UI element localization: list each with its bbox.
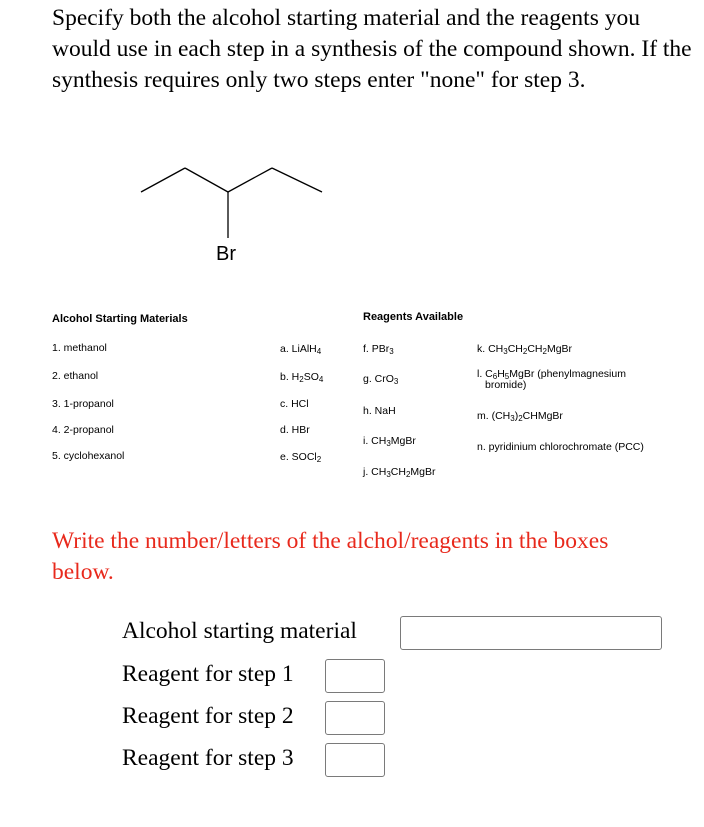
alcohol-1: 1. methanol <box>52 342 107 354</box>
bond-4 <box>272 168 322 192</box>
reagent-d: d. HBr <box>280 424 310 436</box>
alcohols-header: Alcohol Starting Materials <box>52 313 188 325</box>
step2-label: Reagent for step 2 <box>122 703 294 729</box>
reagent-k: k. $CH_3CH_2CH_2MgBr$ <box>477 343 573 356</box>
reagent-c: c. HCl <box>280 398 309 410</box>
reagent-g: g. CrO$_3$ <box>363 373 399 386</box>
reagent-l: l. $C_6H_5MgBr$ (phenylmagnesium bromide) <box>477 368 626 391</box>
bromine-label: Br <box>216 243 236 265</box>
bond-1 <box>141 168 185 192</box>
reagent-i: i. $CH_3MgBr$ <box>363 435 416 448</box>
alcohol-label: Alcohol starting material <box>122 618 357 644</box>
reagent-m: m. $(CH_3)_2CHMgBr$ <box>477 410 563 423</box>
molecule-structure <box>0 0 704 280</box>
alcohol-input[interactable] <box>400 616 662 650</box>
step2-input[interactable] <box>325 701 385 735</box>
reagent-a: a. LiAlH$_4$ <box>280 343 322 356</box>
instruction-text: Write the number/letters of the alchol/reagents in the boxes below. <box>52 528 609 585</box>
reagent-f: f. PBr$_3$ <box>363 343 394 356</box>
reagent-j: j. $CH_3CH_2MgBr$ <box>363 466 436 479</box>
reagent-n: n. pyridinium chlorochromate (PCC) <box>477 441 644 453</box>
alcohol-2: 2. ethanol <box>52 370 99 382</box>
alcohol-5: 5. cyclohexanol <box>52 450 125 462</box>
bond-3 <box>228 168 272 192</box>
step3-input[interactable] <box>325 743 385 777</box>
reagent-h: h. NaH <box>363 405 396 417</box>
reagent-b: b. $H_2SO_4$ <box>280 371 324 384</box>
question-text: Specify both the alcohol starting material and the reagents you would use in each step in a synthesis of the compound shown. If the synthesis requires only two steps enter "none" for step 3. <box>52 5 692 93</box>
reagents-header: Reagents Available <box>363 311 464 323</box>
alcohol-4: 4. 2-propanol <box>52 424 114 436</box>
alcohol-3: 3. 1-propanol <box>52 398 114 410</box>
step1-input[interactable] <box>325 659 385 693</box>
step1-label: Reagent for step 1 <box>122 661 294 687</box>
bond-2 <box>185 168 228 192</box>
reagent-e: e. SOCl$_2$ <box>280 451 322 464</box>
step3-label: Reagent for step 3 <box>122 745 294 771</box>
